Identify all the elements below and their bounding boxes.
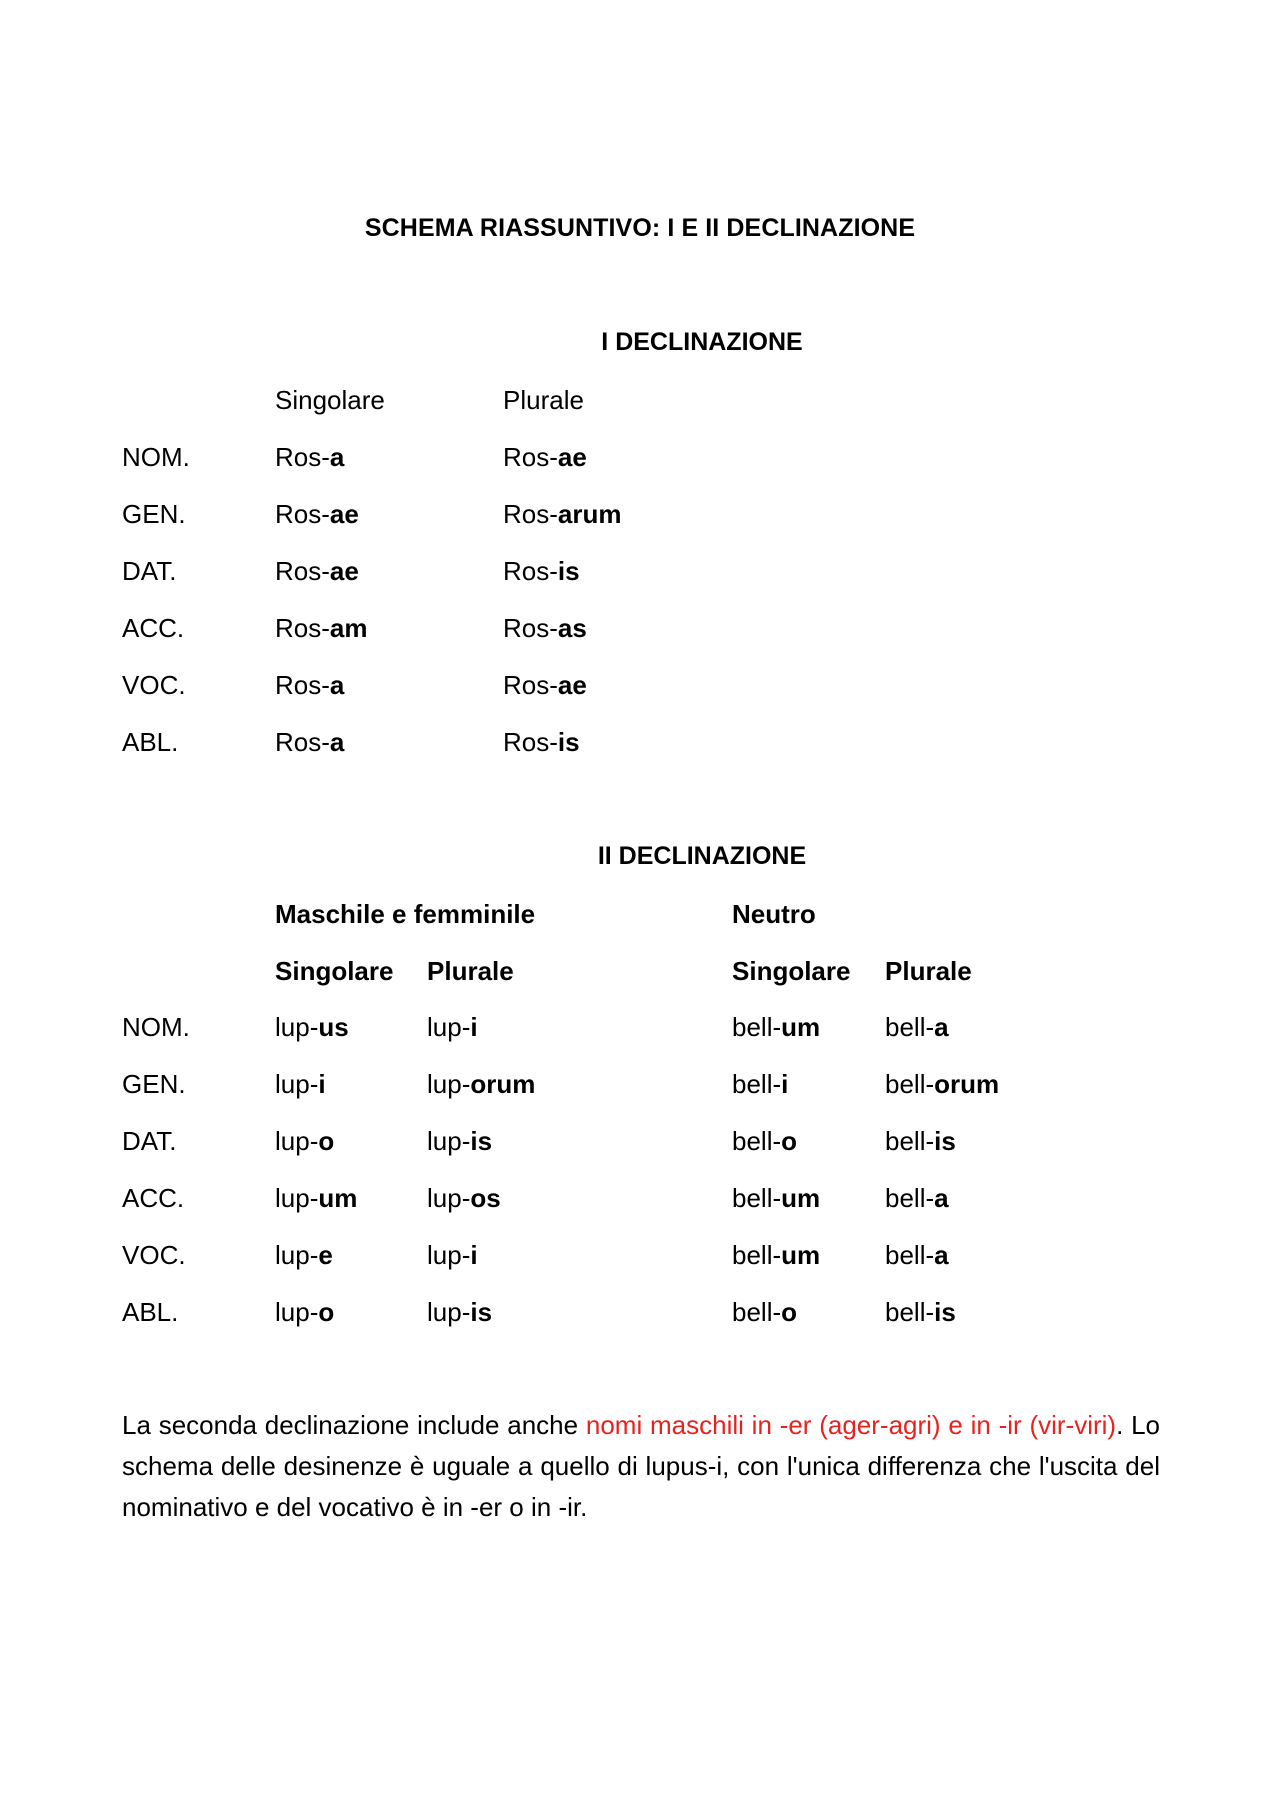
decl2-table-row [0, 1237, 1280, 1273]
decl1-singular-form [275, 667, 344, 703]
decl2-mf-singular-form-ending: e [318, 1240, 333, 1270]
decl2-n-plural-form-ending: is [934, 1126, 956, 1156]
decl2-n-singular-form-ending: um [781, 1240, 821, 1270]
case-label: ABL. [122, 727, 179, 757]
decl2-group-row [0, 896, 1280, 932]
decl1-plural-form-ending: as [557, 613, 587, 643]
decl2-n-singular-form [732, 1123, 797, 1159]
note-text-before: La seconda declinazione include anche [122, 1410, 586, 1440]
decl2-mf-singular-form-stem: lup- [275, 1240, 319, 1270]
decl2-n-singular-form [732, 1009, 820, 1045]
decl2-group-masc-fem: Maschile e femminile [275, 899, 536, 929]
document-title: SCHEMA RIASSUNTIVO: I E II DECLINAZIONE [364, 214, 916, 242]
decl2-mf-plural-form-stem: lup- [427, 1126, 471, 1156]
decl2-n-singular-form-ending: um [781, 1012, 821, 1042]
decl1-singular-form-stem: Ros- [275, 670, 330, 700]
decl1-plural-form-ending: ae [557, 670, 587, 700]
decl2-n-plural-form-ending: a [934, 1012, 949, 1042]
decl1-singular-form [275, 610, 367, 646]
decl1-singular-form-ending: am [329, 613, 368, 643]
decl2-mf-singular-form-ending: i [318, 1069, 326, 1099]
decl2-col-mf-singular: Singolare [275, 956, 394, 986]
decl1-singular-form [275, 724, 344, 760]
decl1-plural-form-stem: Ros- [503, 442, 558, 472]
decl1-singular-form-stem: Ros- [275, 442, 330, 472]
decl2-n-singular-form [732, 1180, 820, 1216]
decl1-col-singular: Singolare [275, 385, 385, 415]
decl2-mf-singular-form-ending: o [318, 1126, 335, 1156]
decl1-col-plural: Plurale [503, 385, 584, 415]
decl1-plural-form-stem: Ros- [503, 613, 558, 643]
case-label: VOC. [122, 1240, 186, 1270]
decl2-n-singular-form-stem: bell- [732, 1297, 782, 1327]
decl2-n-singular-form-stem: bell- [732, 1126, 782, 1156]
decl2-n-singular-form-ending: i [781, 1069, 789, 1099]
decl1-table-row [0, 553, 1280, 589]
decl2-n-plural-form [885, 1294, 956, 1330]
decl2-mf-plural-form [427, 1180, 501, 1216]
decl1-plural-form [503, 610, 587, 646]
decl2-n-singular-form-stem: bell- [732, 1012, 782, 1042]
decl2-table-row [0, 1009, 1280, 1045]
decl2-mf-plural-form-ending: orum [470, 1069, 536, 1099]
decl2-mf-plural-form [427, 1123, 492, 1159]
decl2-mf-plural-form [427, 1294, 492, 1330]
decl1-plural-form-stem: Ros- [503, 727, 558, 757]
decl1-singular-form-ending: a [329, 727, 345, 757]
decl2-mf-plural-form-ending: i [470, 1012, 478, 1042]
decl2-n-singular-form [732, 1294, 797, 1330]
decl1-table-row [0, 667, 1280, 703]
decl1-plural-form-ending: is [557, 556, 580, 586]
decl1-singular-form-stem: Ros- [275, 613, 330, 643]
case-label: DAT. [122, 556, 177, 586]
decl2-n-singular-form [732, 1066, 788, 1102]
decl2-n-plural-form-stem: bell- [885, 1012, 935, 1042]
decl2-mf-singular-form [275, 1009, 349, 1045]
decl2-table-row [0, 1294, 1280, 1330]
decl1-plural-form [503, 667, 587, 703]
decl1-singular-form-stem: Ros- [275, 556, 330, 586]
decl1-table-row [0, 496, 1280, 532]
decl2-mf-singular-form-stem: lup- [275, 1183, 319, 1213]
decl2-n-plural-form-stem: bell- [885, 1126, 935, 1156]
decl2-mf-singular-form [275, 1294, 334, 1330]
case-label: NOM. [122, 1012, 190, 1042]
decl1-singular-form-ending: ae [329, 499, 359, 529]
decl2-n-singular-form-stem: bell- [732, 1069, 782, 1099]
decl1-singular-form [275, 439, 344, 475]
case-label: DAT. [122, 1126, 177, 1156]
decl2-n-plural-form-stem: bell- [885, 1069, 935, 1099]
decl2-mf-plural-form-stem: lup- [427, 1240, 471, 1270]
note-text-after: . Lo schema delle desinenze è uguale a quello di lupus-i, con l'unica differenza che l'uscita del nominativo e del vocativo è in -er o in -ir. [122, 1410, 1160, 1522]
decl1-plural-form-ending: is [557, 727, 580, 757]
decl1-table-row [0, 610, 1280, 646]
decl1-plural-form-stem: Ros- [503, 556, 558, 586]
decl2-n-plural-form-ending: orum [934, 1069, 1000, 1099]
decl2-n-singular-form-stem: bell- [732, 1240, 782, 1270]
decl2-mf-singular-form [275, 1066, 326, 1102]
decl1-heading: I DECLINAZIONE [601, 328, 803, 356]
decl2-mf-plural-form-stem: lup- [427, 1012, 471, 1042]
note-paragraph [122, 1405, 1160, 1528]
decl1-plural-form [503, 496, 621, 532]
decl2-mf-plural-form-ending: is [470, 1297, 493, 1327]
decl1-plural-form-stem: Ros- [503, 499, 558, 529]
case-label: GEN. [122, 499, 186, 529]
decl2-heading: II DECLINAZIONE [597, 842, 807, 870]
case-label: ABL. [122, 1297, 179, 1327]
decl2-n-plural-form [885, 1180, 949, 1216]
decl2-mf-plural-form [427, 1066, 535, 1102]
decl2-mf-singular-form-stem: lup- [275, 1012, 319, 1042]
decl1-singular-form-stem: Ros- [275, 499, 330, 529]
decl2-mf-singular-form-ending: o [318, 1297, 335, 1327]
decl2-mf-plural-form-ending: os [470, 1183, 501, 1213]
decl2-n-plural-form-ending: is [934, 1297, 956, 1327]
decl2-mf-singular-form-ending: um [318, 1183, 358, 1213]
decl1-header-row [0, 382, 1280, 418]
decl2-mf-singular-form [275, 1237, 333, 1273]
decl1-table-row [0, 439, 1280, 475]
decl1-singular-form-ending: ae [329, 556, 359, 586]
decl2-header-row [0, 953, 1280, 989]
decl2-mf-plural-form-stem: lup- [427, 1069, 471, 1099]
decl1-singular-form-stem: Ros- [275, 727, 330, 757]
decl2-n-plural-form-stem: bell- [885, 1183, 935, 1213]
decl2-n-singular-form-ending: um [781, 1183, 821, 1213]
decl2-mf-plural-form [427, 1237, 478, 1273]
decl2-n-plural-form [885, 1009, 949, 1045]
decl2-mf-plural-form-ending: i [470, 1240, 478, 1270]
decl2-table-row [0, 1180, 1280, 1216]
decl2-mf-plural-form-stem: lup- [427, 1183, 471, 1213]
decl2-n-plural-form [885, 1066, 999, 1102]
case-label: VOC. [122, 670, 186, 700]
decl2-mf-singular-form-stem: lup- [275, 1126, 319, 1156]
decl2-n-singular-form-ending: o [781, 1126, 798, 1156]
case-label: NOM. [122, 442, 190, 472]
decl2-n-singular-form-stem: bell- [732, 1183, 782, 1213]
decl2-mf-singular-form [275, 1123, 334, 1159]
note-text-highlight: nomi maschili in -er (ager-agri) e in -ir (vir-viri) [585, 1410, 1117, 1440]
decl2-n-singular-form [732, 1237, 820, 1273]
decl2-n-plural-form-ending: a [934, 1240, 949, 1270]
case-label: ACC. [122, 613, 185, 643]
decl2-n-plural-form [885, 1123, 956, 1159]
decl2-mf-plural-form-ending: is [470, 1126, 493, 1156]
decl2-col-mf-plural: Plurale [427, 956, 514, 986]
decl2-group-neuter: Neutro [732, 899, 816, 929]
decl2-col-n-plural: Plurale [885, 956, 972, 986]
decl1-singular-form-ending: a [329, 442, 345, 472]
decl1-plural-form [503, 724, 580, 760]
decl1-plural-form-ending: arum [557, 499, 622, 529]
decl2-n-plural-form-stem: bell- [885, 1297, 935, 1327]
decl1-table-row [0, 724, 1280, 760]
decl1-plural-form-ending: ae [557, 442, 587, 472]
decl2-mf-singular-form [275, 1180, 357, 1216]
decl2-n-plural-form [885, 1237, 949, 1273]
decl1-plural-form [503, 553, 580, 589]
decl1-singular-form-ending: a [329, 670, 345, 700]
decl2-mf-plural-form [427, 1009, 478, 1045]
decl1-plural-form-stem: Ros- [503, 670, 558, 700]
decl1-plural-form [503, 439, 587, 475]
decl1-singular-form [275, 496, 359, 532]
decl2-n-plural-form-stem: bell- [885, 1240, 935, 1270]
case-label: ACC. [122, 1183, 185, 1213]
decl2-col-n-singular: Singolare [732, 956, 851, 986]
decl2-mf-singular-form-stem: lup- [275, 1297, 319, 1327]
decl2-n-singular-form-ending: o [781, 1297, 798, 1327]
decl2-n-plural-form-ending: a [934, 1183, 949, 1213]
decl1-singular-form [275, 553, 359, 589]
case-label: GEN. [122, 1069, 186, 1099]
decl2-mf-singular-form-ending: us [318, 1012, 349, 1042]
decl2-mf-singular-form-stem: lup- [275, 1069, 319, 1099]
decl2-table-row [0, 1123, 1280, 1159]
decl2-table-row [0, 1066, 1280, 1102]
decl2-mf-plural-form-stem: lup- [427, 1297, 471, 1327]
